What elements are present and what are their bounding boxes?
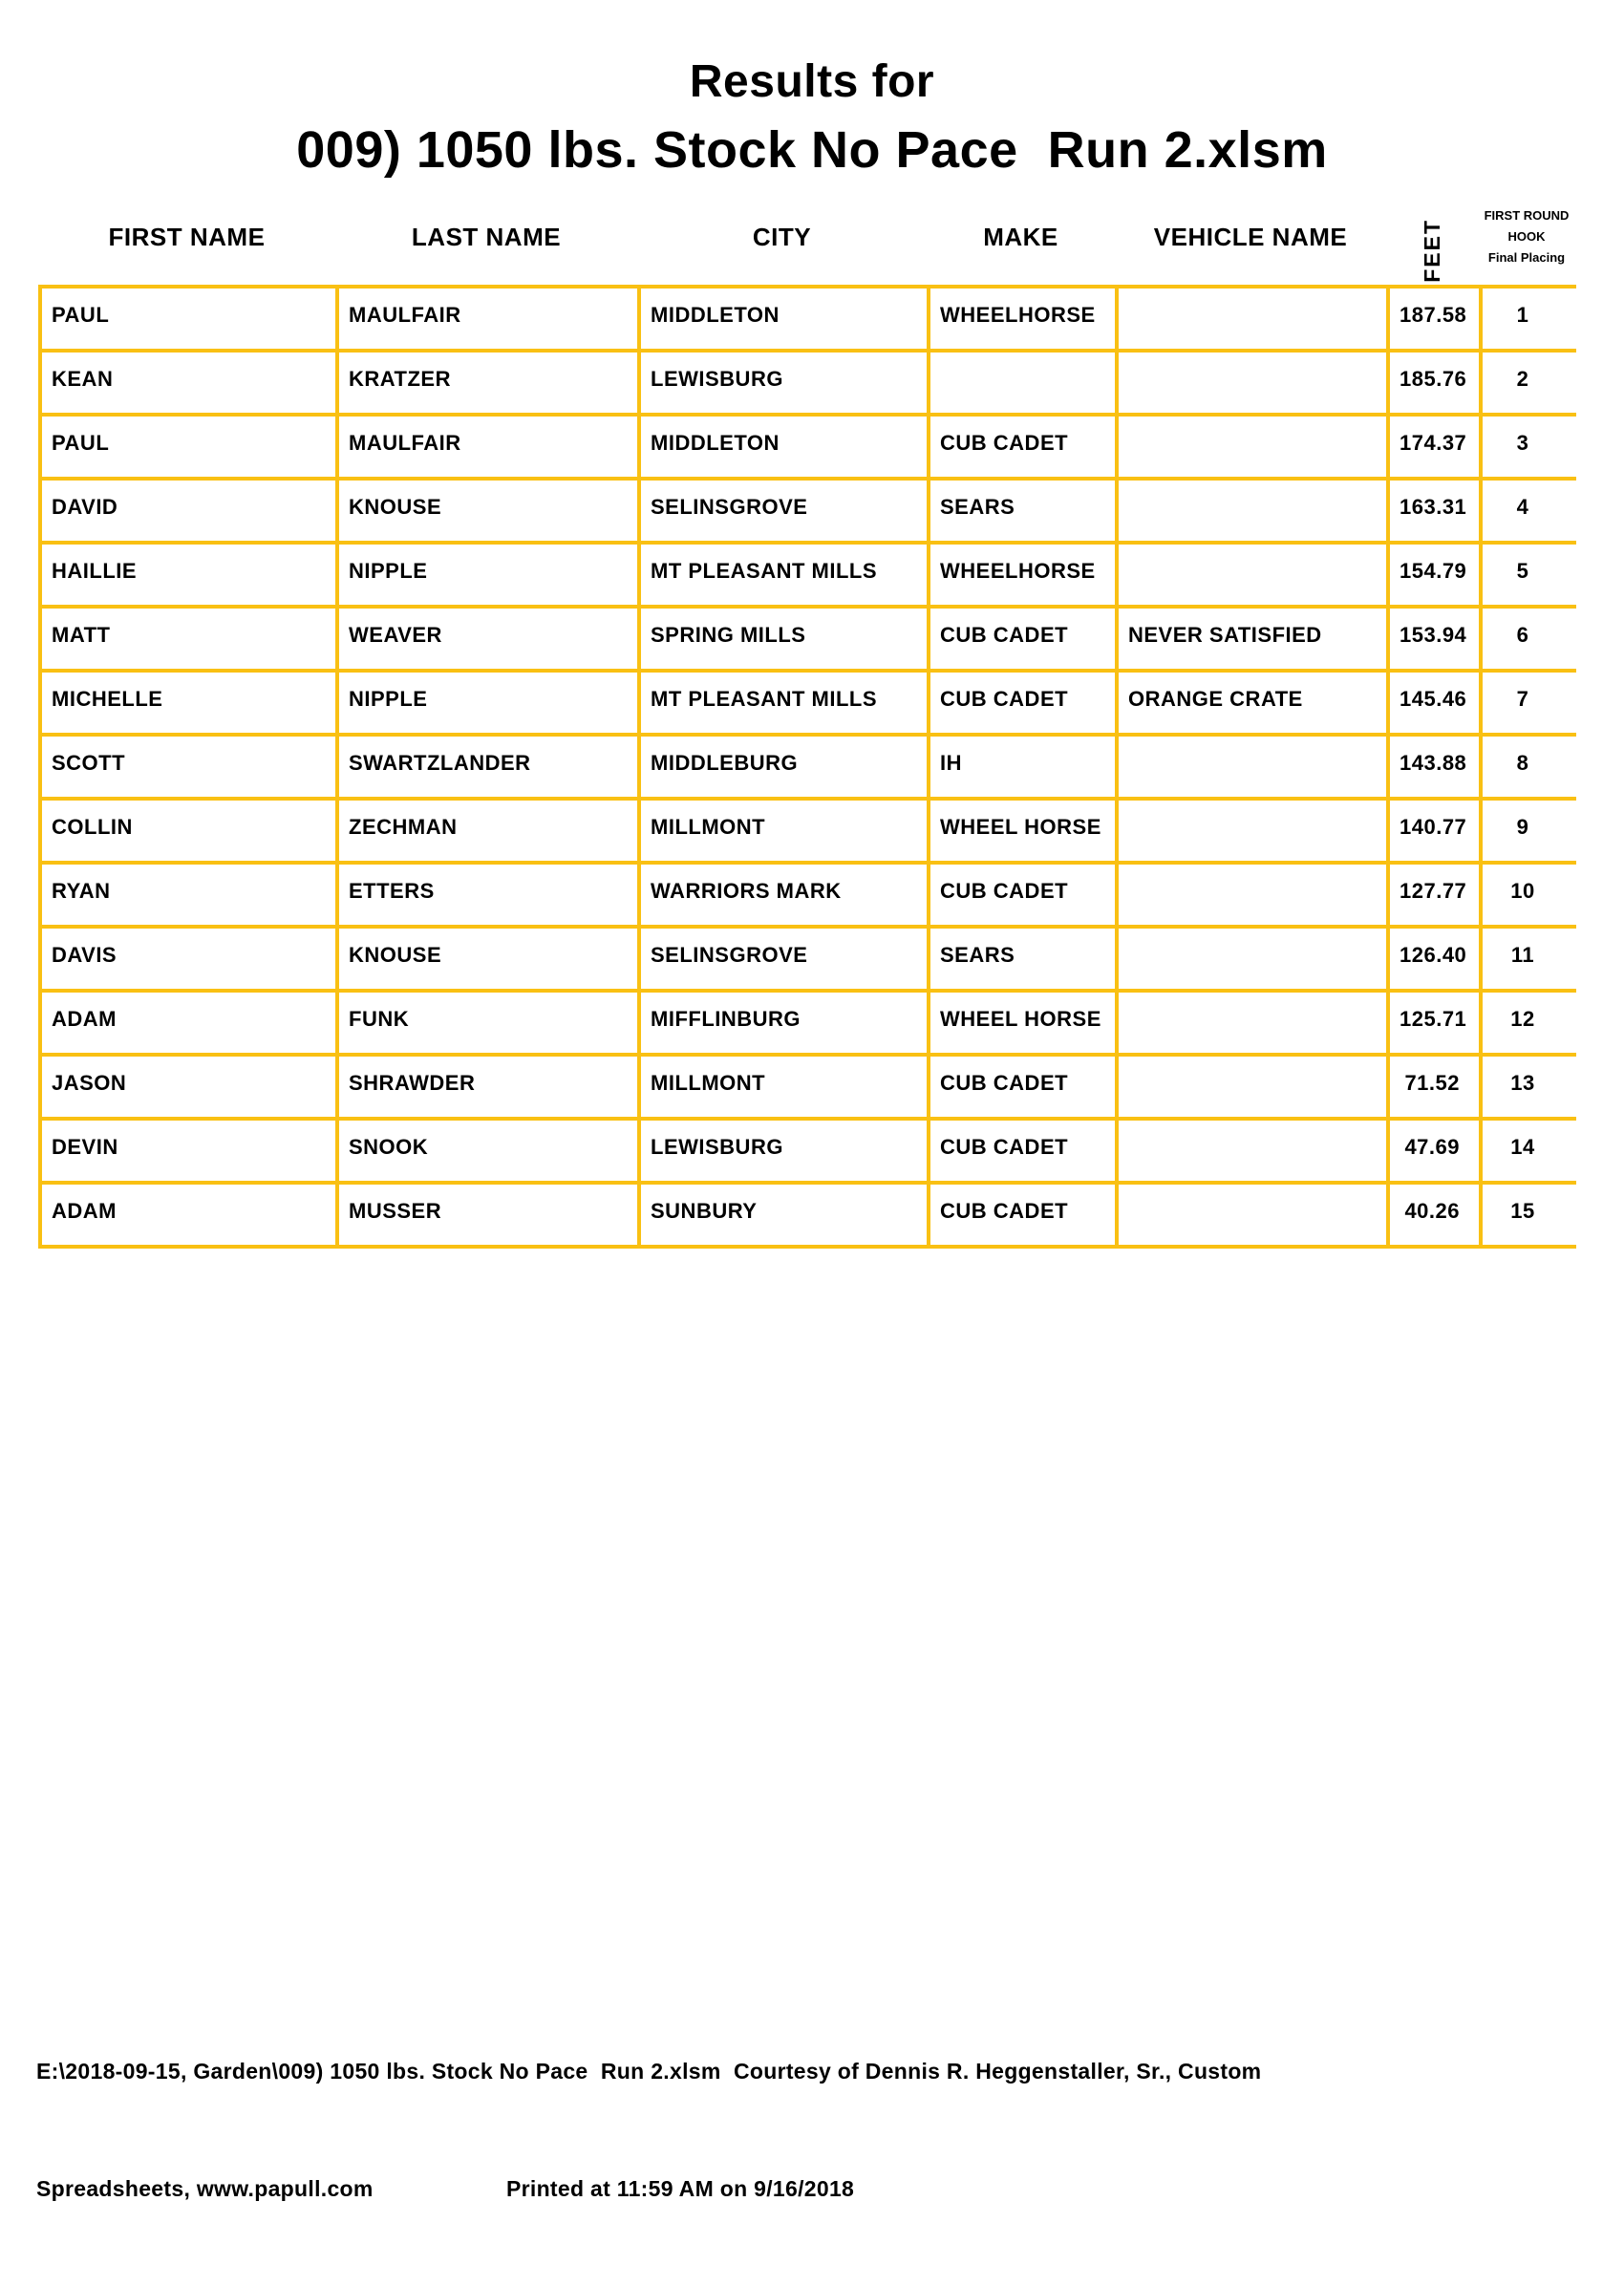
footer-line2 (36, 2169, 1261, 2209)
cell-vehicle-name: ORANGE CRATE (1117, 671, 1388, 735)
cell-make: WHEELHORSE (929, 543, 1117, 607)
cell-placing: 1 (1481, 287, 1576, 351)
cell-make: CUB CADET (929, 415, 1117, 479)
cell-first-name: DAVID (40, 479, 337, 543)
cell-vehicle-name: NEVER SATISFIED (1117, 607, 1388, 671)
table-row (40, 1055, 1576, 1119)
cell-feet: 126.40 (1388, 927, 1481, 991)
cell-city: MIDDLETON (639, 287, 929, 351)
cell-city: MILLMONT (639, 1055, 929, 1119)
cell-placing: 11 (1481, 927, 1576, 991)
cell-feet: 185.76 (1388, 351, 1481, 415)
table-row (40, 927, 1576, 991)
cell-placing: 6 (1481, 607, 1576, 671)
cell-placing: 8 (1481, 735, 1576, 799)
feet-vertical-label: FEET (1420, 219, 1444, 283)
cell-last-name: WEAVER (337, 607, 639, 671)
cell-vehicle-name (1117, 735, 1388, 799)
cell-make: SEARS (929, 479, 1117, 543)
results-table (38, 285, 1576, 1249)
cell-feet: 143.88 (1388, 735, 1481, 799)
cell-last-name: KNOUSE (337, 479, 639, 543)
cell-city: LEWISBURG (639, 1119, 929, 1183)
table-row (40, 1119, 1576, 1183)
cell-make (929, 351, 1117, 415)
column-header-city: CITY (752, 222, 812, 251)
cell-vehicle-name (1117, 1183, 1388, 1247)
cell-feet: 154.79 (1388, 543, 1481, 607)
cell-placing: 15 (1481, 1183, 1576, 1247)
cell-feet: 153.94 (1388, 607, 1481, 671)
cell-first-name: SCOTT (40, 735, 337, 799)
cell-make: CUB CADET (929, 1119, 1117, 1183)
table-row (40, 415, 1576, 479)
cell-city: MT PLEASANT MILLS (639, 543, 929, 607)
cell-city: SELINSGROVE (639, 927, 929, 991)
cell-first-name: DAVIS (40, 927, 337, 991)
cell-feet: 125.71 (1388, 991, 1481, 1055)
cell-last-name: NIPPLE (337, 671, 639, 735)
cell-make: WHEEL HORSE (929, 799, 1117, 863)
table-row (40, 799, 1576, 863)
cell-city: SELINSGROVE (639, 479, 929, 543)
cell-placing: 10 (1481, 863, 1576, 927)
footer-line1: E:\2018-09-15, Garden\009) 1050 lbs. Stock No Pace Run 2.xlsm Courtesy of Dennis R. Heggenstaller, Sr., Custom (36, 2059, 1262, 2084)
cell-city: MILLMONT (639, 799, 929, 863)
cell-last-name: SHRAWDER (337, 1055, 639, 1119)
table-row (40, 991, 1576, 1055)
cell-first-name: PAUL (40, 415, 337, 479)
cell-vehicle-name (1117, 1055, 1388, 1119)
cell-make: CUB CADET (929, 1183, 1117, 1247)
column-header-vehicle-name: VEHICLE NAME (1153, 222, 1348, 251)
cell-placing: 13 (1481, 1055, 1576, 1119)
cell-first-name: HAILLIE (40, 543, 337, 607)
cell-city: WARRIORS MARK (639, 863, 929, 927)
cell-feet: 145.46 (1388, 671, 1481, 735)
cell-feet: 127.77 (1388, 863, 1481, 927)
cell-first-name: PAUL (40, 287, 337, 351)
cell-feet: 187.58 (1388, 287, 1481, 351)
footer-website-text: Spreadsheets, www.papull.com (36, 2176, 374, 2201)
cell-last-name: ETTERS (337, 863, 639, 927)
placing-header-line3: Final Placing (1487, 250, 1566, 265)
cell-vehicle-name (1117, 991, 1388, 1055)
cell-feet: 163.31 (1388, 479, 1481, 543)
cell-make: WHEELHORSE (929, 287, 1117, 351)
cell-feet: 174.37 (1388, 415, 1481, 479)
cell-make: IH (929, 735, 1117, 799)
cell-placing: 3 (1481, 415, 1576, 479)
cell-first-name: MATT (40, 607, 337, 671)
cell-vehicle-name (1117, 1119, 1388, 1183)
cell-make: CUB CADET (929, 1055, 1117, 1119)
cell-last-name: NIPPLE (337, 543, 639, 607)
cell-last-name: MUSSER (337, 1183, 639, 1247)
cell-city: SUNBURY (639, 1183, 929, 1247)
cell-make: SEARS (929, 927, 1117, 991)
cell-feet: 71.52 (1388, 1055, 1481, 1119)
cell-last-name: MAULFAIR (337, 415, 639, 479)
cell-first-name: KEAN (40, 351, 337, 415)
cell-city: LEWISBURG (639, 351, 929, 415)
cell-placing: 14 (1481, 1119, 1576, 1183)
cell-first-name: MICHELLE (40, 671, 337, 735)
cell-first-name: COLLIN (40, 799, 337, 863)
cell-first-name: DEVIN (40, 1119, 337, 1183)
table-row (40, 671, 1576, 735)
table-column-headers (38, 191, 1574, 283)
table-row (40, 351, 1576, 415)
cell-placing: 5 (1481, 543, 1576, 607)
placing-header-line1: FIRST ROUND (1484, 208, 1570, 223)
cell-first-name: RYAN (40, 863, 337, 927)
column-header-first-name: FIRST NAME (108, 222, 266, 251)
cell-vehicle-name (1117, 543, 1388, 607)
cell-vehicle-name (1117, 927, 1388, 991)
cell-last-name: KRATZER (337, 351, 639, 415)
cell-placing: 4 (1481, 479, 1576, 543)
cell-last-name: ZECHMAN (337, 799, 639, 863)
cell-city: MIDDLETON (639, 415, 929, 479)
table-row (40, 1183, 1576, 1247)
cell-first-name: ADAM (40, 991, 337, 1055)
page-subtitle-filename: 009) 1050 lbs. Stock No Pace Run 2.xlsm (296, 121, 1328, 179)
cell-make: CUB CADET (929, 671, 1117, 735)
cell-city: MIDDLEBURG (639, 735, 929, 799)
table-row (40, 863, 1576, 927)
cell-last-name: MAULFAIR (337, 287, 639, 351)
cell-vehicle-name (1117, 479, 1388, 543)
cell-vehicle-name (1117, 287, 1388, 351)
cell-first-name: ADAM (40, 1183, 337, 1247)
cell-placing: 7 (1481, 671, 1576, 735)
results-table-body (40, 287, 1576, 1247)
table-row (40, 287, 1576, 351)
cell-placing: 12 (1481, 991, 1576, 1055)
cell-last-name: KNOUSE (337, 927, 639, 991)
cell-feet: 47.69 (1388, 1119, 1481, 1183)
table-row (40, 543, 1576, 607)
cell-last-name: SNOOK (337, 1119, 639, 1183)
column-header-make: MAKE (983, 222, 1058, 251)
placing-header-line2: HOOK (1507, 229, 1546, 244)
table-row (40, 479, 1576, 543)
table-row (40, 735, 1576, 799)
cell-vehicle-name (1117, 863, 1388, 927)
cell-feet: 40.26 (1388, 1183, 1481, 1247)
cell-placing: 2 (1481, 351, 1576, 415)
cell-vehicle-name (1117, 799, 1388, 863)
cell-make: WHEEL HORSE (929, 991, 1117, 1055)
column-header-feet (1420, 201, 1445, 283)
cell-make: CUB CADET (929, 863, 1117, 927)
column-header-last-name: LAST NAME (411, 222, 562, 251)
cell-city: MIFFLINBURG (639, 991, 929, 1055)
column-header-placing (1479, 205, 1574, 268)
cell-first-name: JASON (40, 1055, 337, 1119)
table-row (40, 607, 1576, 671)
page-footer (36, 1974, 1261, 2287)
footer-printed-timestamp: Printed at 11:59 AM on 9/16/2018 (506, 2176, 855, 2201)
cell-vehicle-name (1117, 351, 1388, 415)
cell-city: SPRING MILLS (639, 607, 929, 671)
cell-make: CUB CADET (929, 607, 1117, 671)
cell-last-name: FUNK (337, 991, 639, 1055)
cell-placing: 9 (1481, 799, 1576, 863)
cell-feet: 140.77 (1388, 799, 1481, 863)
cell-last-name: SWARTZLANDER (337, 735, 639, 799)
page-title: Results for (689, 56, 935, 107)
cell-city: MT PLEASANT MILLS (639, 671, 929, 735)
cell-vehicle-name (1117, 415, 1388, 479)
